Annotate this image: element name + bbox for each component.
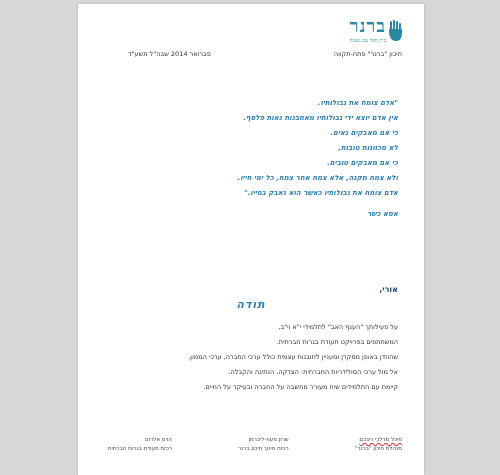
letter-body [98, 320, 398, 395]
signature-role: רכזת תעודת בגרות חברתית [108, 446, 172, 452]
date-line: פברואר 2014 שבה"ל תשע"ד [128, 50, 211, 58]
letter-paragraph: שהוזדן באופן מסקרן ומעניין לתובנות עצמית כולל ערכי החברה, ערכי הממון, [188, 353, 398, 361]
poem-line: כי אם מאבקים טובים. [327, 159, 398, 167]
poem-line: כי אם מאבקים נאים. [330, 129, 398, 137]
signature-role: מנהלת תיכון "ברנר" [354, 446, 402, 452]
signature-block [108, 436, 172, 454]
letter-paragraph: על פעילותך "הענף האב" לתלמידי י"א וי"ב, [278, 323, 398, 331]
school-logo [322, 18, 402, 46]
signature-name: מיכל מרלכי ריבכם [359, 437, 402, 443]
signature-name: הדס אלרום [145, 437, 172, 443]
document-page [78, 4, 424, 475]
poem-line: ולא צמח מקנה, אלא צמח אחר צמח, כל ימי חייו. [237, 174, 398, 182]
school-line: תיכון "ברנר" פתח-תקווה [333, 50, 402, 58]
poem-line: "אדם צומח את גבולותיו. [317, 99, 398, 107]
poem-line: לא מכוונות טובות, [338, 144, 398, 152]
hand-logo-icon [388, 20, 402, 42]
poem-line: אין אדם יוצא ידי גבולותיו מאחבנות נאות פלסף. [243, 114, 398, 122]
signature-block [238, 436, 289, 454]
poem-line: אדם צומח את גבולותיו כאשר הוא נאבק בחייו." [244, 189, 398, 197]
signature-block [355, 436, 402, 454]
addressee: אורי, [379, 285, 398, 294]
poem-quote [118, 96, 398, 222]
signature-role: רכזת חינוך תיכון ברנר [238, 446, 289, 452]
signature-name: שרון מעוז-ליברמן [248, 437, 289, 443]
logo-subtitle: בית ספר עם נשמה [349, 38, 386, 44]
logo-name: ברנר [349, 16, 386, 37]
poem-author: אסא כשר [367, 210, 398, 218]
letter-paragraph: אל מול ערכי הסולידריות החברתית: הצדקה, הנתינה והקבלה. [228, 368, 398, 376]
signatures [108, 436, 402, 454]
letter-paragraph: המשתתפים בפרויקט תעודת בגרות חברתית. [276, 338, 398, 346]
thanks-title: תודה [236, 298, 266, 311]
letter-paragraph: קיימת עם התלמידים שיח מעורר מחשבה על החברה ובעיקר על החיים. [203, 383, 398, 391]
